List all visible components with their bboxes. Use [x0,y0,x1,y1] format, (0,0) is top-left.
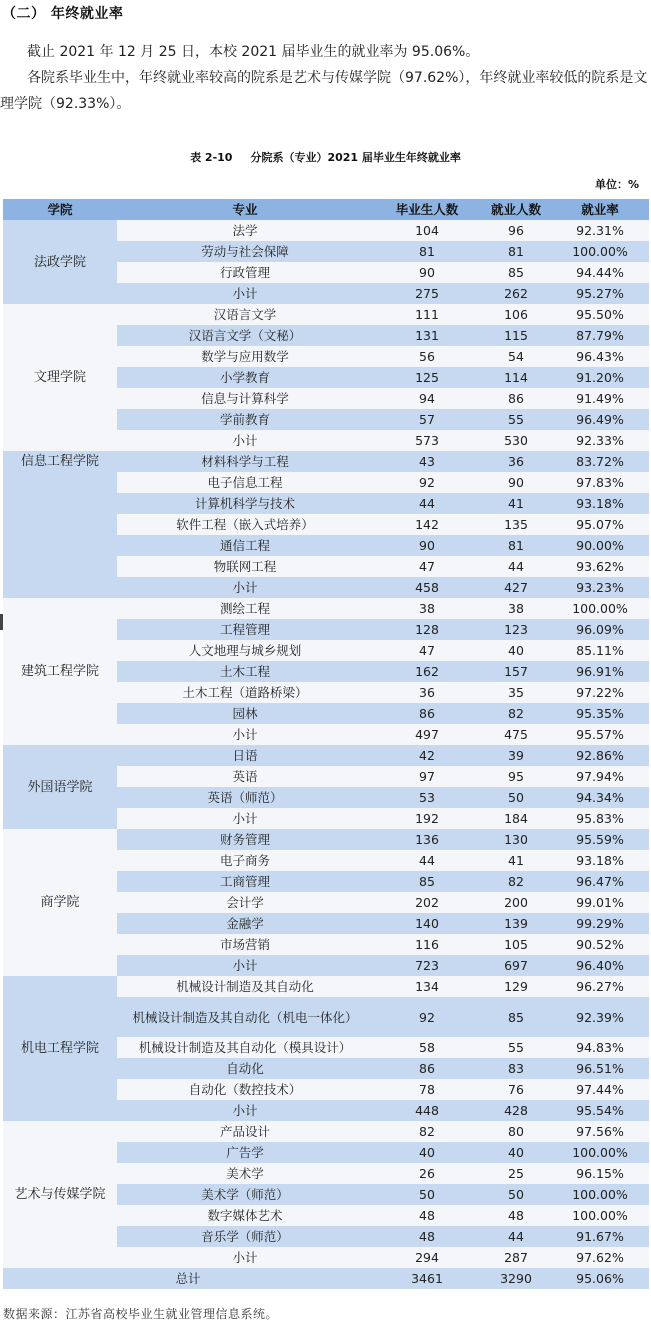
section-heading: （二） 年终就业率 [2,6,124,22]
rate-cell: 99.01% [551,892,649,913]
rate-cell: 85.11% [551,640,649,661]
college-cell: 信息工程学院 [3,451,117,472]
rate-cell: 97.94% [551,766,649,787]
graduates-cell: 86 [373,703,481,724]
graduates-cell: 104 [373,220,481,241]
employed-cell: 697 [481,955,551,976]
rate-cell: 90.00% [551,535,649,556]
rate-cell: 95.50% [551,304,649,325]
rate-cell: 96.43% [551,346,649,367]
graduates-cell: 38 [373,598,481,619]
major-cell: 物联网工程 [117,556,373,577]
rate-cell: 90.52% [551,934,649,955]
table-row [3,976,649,997]
graduates-cell: 573 [373,430,481,451]
employed-cell: 427 [481,577,551,598]
major-cell: 自动化 [117,1058,373,1079]
employed-cell: 139 [481,913,551,934]
total-rate: 95.06% [551,1268,649,1289]
total-row [3,1268,649,1289]
major-cell: 小计 [117,955,373,976]
graduates-cell: 82 [373,1121,481,1142]
graduates-cell: 78 [373,1079,481,1100]
employed-cell: 44 [481,556,551,577]
employed-cell: 105 [481,934,551,955]
rate-cell: 100.00% [551,1142,649,1163]
major-cell: 小学教育 [117,367,373,388]
header-college: 学院 [3,199,117,220]
college-cell: 商学院 [3,829,117,976]
rate-cell: 99.29% [551,913,649,934]
major-cell: 小计 [117,430,373,451]
major-cell: 汉语言文学（文秘） [117,325,373,346]
major-cell: 机械设计制造及其自动化 [117,976,373,997]
rate-cell: 97.62% [551,1247,649,1268]
employed-cell: 25 [481,1163,551,1184]
graduates-cell: 44 [373,493,481,514]
major-cell: 英语 [117,766,373,787]
graduates-cell: 90 [373,262,481,283]
major-cell: 小计 [117,577,373,598]
rate-cell: 95.35% [551,703,649,724]
employed-cell: 135 [481,514,551,535]
major-cell: 劳动与社会保障 [117,241,373,262]
major-cell: 自动化（数控技术） [117,1079,373,1100]
rate-cell: 83.72% [551,451,649,472]
major-cell: 工程管理 [117,619,373,640]
rate-cell: 93.18% [551,493,649,514]
major-cell: 机械设计制造及其自动化（机电一体化） [117,997,373,1037]
college-cell: 艺术与传媒学院 [3,1121,117,1268]
employed-cell: 83 [481,1058,551,1079]
table-caption-number: 表 2-10 [190,151,233,164]
rate-cell: 94.44% [551,262,649,283]
employed-cell: 82 [481,871,551,892]
rate-cell: 96.47% [551,871,649,892]
rate-cell: 92.31% [551,220,649,241]
employed-cell: 287 [481,1247,551,1268]
rate-cell: 95.83% [551,808,649,829]
rate-cell: 93.62% [551,556,649,577]
major-cell: 财务管理 [117,829,373,850]
graduates-cell: 81 [373,241,481,262]
graduates-cell: 142 [373,514,481,535]
rate-cell: 96.15% [551,1163,649,1184]
graduates-cell: 57 [373,409,481,430]
college-cell: 文理学院 [3,304,117,451]
employed-cell: 39 [481,745,551,766]
major-cell: 人文地理与城乡规划 [117,640,373,661]
table-unit-label: 单位：% [594,178,639,191]
employed-cell: 475 [481,724,551,745]
major-cell: 小计 [117,283,373,304]
employed-cell: 41 [481,493,551,514]
header-rate: 就业率 [551,199,649,220]
employed-cell: 114 [481,367,551,388]
employed-cell: 85 [481,997,551,1037]
major-cell: 电子商务 [117,850,373,871]
data-source-footnote: 数据来源：江苏省高校毕业生就业管理信息系统。 [3,1307,279,1321]
rate-cell: 96.51% [551,1058,649,1079]
rate-cell: 96.09% [551,619,649,640]
major-cell: 土木工程（道路桥梁） [117,682,373,703]
graduates-cell: 162 [373,661,481,682]
major-cell: 广告学 [117,1142,373,1163]
college-cell [3,472,117,598]
rate-cell: 97.44% [551,1079,649,1100]
employed-cell: 157 [481,661,551,682]
table-row [3,304,649,325]
rate-cell: 92.39% [551,997,649,1037]
major-cell: 工商管理 [117,871,373,892]
paragraph-college-comparison: 各院系毕业生中，年终就业率较高的院系是艺术与传媒学院（97.62%），年终就业率较低的院系是文理学院（92.33%）。 [0,70,648,112]
graduates-cell: 136 [373,829,481,850]
major-cell: 机械设计制造及其自动化（模具设计） [117,1037,373,1058]
graduates-cell: 111 [373,304,481,325]
employed-cell: 55 [481,409,551,430]
graduates-cell: 44 [373,850,481,871]
graduates-cell: 448 [373,1100,481,1121]
major-cell: 信息与计算科学 [117,388,373,409]
total-employed: 3290 [481,1268,551,1289]
rate-cell: 96.49% [551,409,649,430]
major-cell: 英语（师范） [117,787,373,808]
major-cell: 金融学 [117,913,373,934]
employed-cell: 40 [481,1142,551,1163]
major-cell: 会计学 [117,892,373,913]
graduates-cell: 85 [373,871,481,892]
rate-cell: 95.59% [551,829,649,850]
employed-cell: 81 [481,241,551,262]
header-employed: 就业人数 [481,199,551,220]
total-graduates: 3461 [373,1268,481,1289]
header-graduates: 毕业生人数 [373,199,481,220]
major-cell: 电子信息工程 [117,472,373,493]
employed-cell: 200 [481,892,551,913]
major-cell: 小计 [117,1100,373,1121]
total-label: 总计 [3,1268,373,1289]
table-row [3,451,649,472]
major-cell: 土木工程 [117,661,373,682]
rate-cell: 97.56% [551,1121,649,1142]
rate-cell: 100.00% [551,598,649,619]
employed-cell: 86 [481,388,551,409]
rate-cell: 95.07% [551,514,649,535]
employed-cell: 80 [481,1121,551,1142]
header-major: 专业 [117,199,373,220]
employed-cell: 82 [481,703,551,724]
major-cell: 材料科学与工程 [117,451,373,472]
major-cell: 美术学 [117,1163,373,1184]
major-cell: 行政管理 [117,262,373,283]
major-cell: 小计 [117,724,373,745]
rate-cell: 95.57% [551,724,649,745]
table-body [3,220,649,1289]
major-cell: 美术学（师范） [117,1184,373,1205]
graduates-cell: 43 [373,451,481,472]
rate-cell: 94.83% [551,1037,649,1058]
graduates-cell: 42 [373,745,481,766]
employed-cell: 81 [481,535,551,556]
graduates-cell: 58 [373,1037,481,1058]
major-cell: 产品设计 [117,1121,373,1142]
employed-cell: 130 [481,829,551,850]
graduates-cell: 97 [373,766,481,787]
graduates-cell: 53 [373,787,481,808]
rate-cell: 97.22% [551,682,649,703]
employed-cell: 90 [481,472,551,493]
graduates-cell: 134 [373,976,481,997]
employed-cell: 96 [481,220,551,241]
employed-cell: 36 [481,451,551,472]
table-header-row [3,199,649,220]
graduates-cell: 90 [373,535,481,556]
graduates-cell: 47 [373,556,481,577]
table-row [3,472,649,493]
rate-cell: 100.00% [551,1184,649,1205]
major-cell: 法学 [117,220,373,241]
employed-cell: 38 [481,598,551,619]
major-cell: 日语 [117,745,373,766]
graduates-cell: 26 [373,1163,481,1184]
employed-cell: 35 [481,682,551,703]
rate-cell: 96.91% [551,661,649,682]
graduates-cell: 50 [373,1184,481,1205]
employed-cell: 48 [481,1205,551,1226]
table-row [3,829,649,850]
graduates-cell: 192 [373,808,481,829]
rate-cell: 100.00% [551,241,649,262]
major-cell: 音乐学（师范） [117,1226,373,1247]
major-cell: 小计 [117,808,373,829]
employed-cell: 54 [481,346,551,367]
graduates-cell: 92 [373,997,481,1037]
graduates-cell: 128 [373,619,481,640]
rate-cell: 95.27% [551,283,649,304]
major-cell: 学前教育 [117,409,373,430]
employed-cell: 129 [481,976,551,997]
graduates-cell: 48 [373,1205,481,1226]
employed-cell: 76 [481,1079,551,1100]
graduates-cell: 86 [373,1058,481,1079]
employed-cell: 95 [481,766,551,787]
table-caption-title: 分院系（专业）2021 届毕业生年终就业率 [250,151,461,164]
table-row [3,598,649,619]
table-caption [0,149,651,165]
graduates-cell: 56 [373,346,481,367]
graduates-cell: 48 [373,1226,481,1247]
rate-cell: 91.49% [551,388,649,409]
graduates-cell: 47 [373,640,481,661]
graduates-cell: 40 [373,1142,481,1163]
rate-cell: 87.79% [551,325,649,346]
rate-cell: 93.18% [551,850,649,871]
rate-cell: 95.54% [551,1100,649,1121]
table-row [3,745,649,766]
college-cell: 外国语学院 [3,745,117,829]
employed-cell: 40 [481,640,551,661]
graduates-cell: 458 [373,577,481,598]
graduates-cell: 125 [373,367,481,388]
major-cell: 数字媒体艺术 [117,1205,373,1226]
graduates-cell: 140 [373,913,481,934]
table-row [3,1121,649,1142]
major-cell: 市场营销 [117,934,373,955]
rate-cell: 93.23% [551,577,649,598]
graduates-cell: 497 [373,724,481,745]
rate-cell: 97.83% [551,472,649,493]
paragraph-overall-rate: 截止 2021 年 12 月 25 日，本校 2021 届毕业生的就业率为 95.06%。 [27,44,480,60]
employed-cell: 530 [481,430,551,451]
employed-cell: 55 [481,1037,551,1058]
rate-cell: 96.40% [551,955,649,976]
employed-cell: 123 [481,619,551,640]
graduates-cell: 202 [373,892,481,913]
graduates-cell: 131 [373,325,481,346]
major-cell: 计算机科学与技术 [117,493,373,514]
rate-cell: 94.34% [551,787,649,808]
rate-cell: 100.00% [551,1205,649,1226]
employed-cell: 106 [481,304,551,325]
employed-cell: 50 [481,787,551,808]
major-cell: 数学与应用数学 [117,346,373,367]
graduates-cell: 36 [373,682,481,703]
rate-cell: 96.27% [551,976,649,997]
employed-cell: 428 [481,1100,551,1121]
employment-rate-table [3,199,649,1289]
college-cell: 机电工程学院 [3,976,117,1121]
major-cell: 汉语言文学 [117,304,373,325]
table-row [3,220,649,241]
major-cell: 园林 [117,703,373,724]
major-cell: 测绘工程 [117,598,373,619]
major-cell: 小计 [117,1247,373,1268]
college-cell: 建筑工程学院 [3,598,117,745]
graduates-cell: 294 [373,1247,481,1268]
graduates-cell: 275 [373,283,481,304]
major-cell: 软件工程（嵌入式培养） [117,514,373,535]
employed-cell: 115 [481,325,551,346]
employed-cell: 262 [481,283,551,304]
college-cell: 法政学院 [3,220,117,304]
graduates-cell: 723 [373,955,481,976]
graduates-cell: 92 [373,472,481,493]
employed-cell: 184 [481,808,551,829]
rate-cell: 92.33% [551,430,649,451]
rate-cell: 91.20% [551,367,649,388]
rate-cell: 91.67% [551,1226,649,1247]
graduates-cell: 116 [373,934,481,955]
employed-cell: 44 [481,1226,551,1247]
major-cell: 通信工程 [117,535,373,556]
employed-cell: 41 [481,850,551,871]
rate-cell: 92.86% [551,745,649,766]
employed-cell: 85 [481,262,551,283]
graduates-cell: 94 [373,388,481,409]
employed-cell: 50 [481,1184,551,1205]
